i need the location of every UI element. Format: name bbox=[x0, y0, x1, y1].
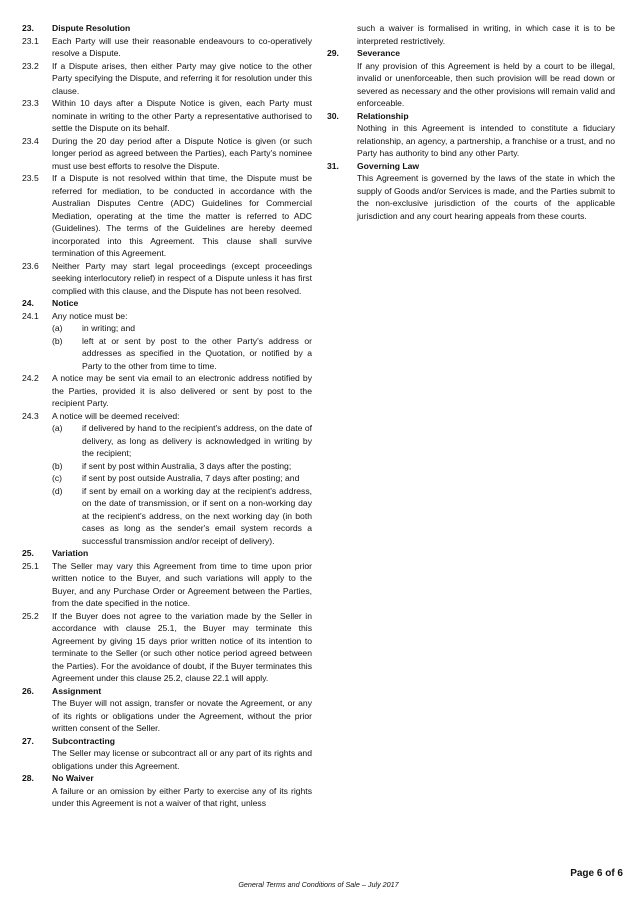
clause-text: The Seller may vary this Agreement from time to time upon prior written notice to the Buyer, and such variations will apply to the Buyer, and any Purchase Order or Agreement between the Parties, from the date specified in the notice. bbox=[52, 560, 312, 608]
clause-number bbox=[327, 60, 357, 110]
clause-body bbox=[52, 772, 312, 785]
left-column bbox=[22, 22, 312, 810]
clause-number: 25.1 bbox=[22, 560, 39, 571]
clause-heading bbox=[22, 735, 312, 748]
clause-number bbox=[22, 747, 52, 772]
clause-number: 24. bbox=[22, 298, 34, 308]
clause-body bbox=[357, 160, 615, 173]
clause-number: 27. bbox=[22, 735, 34, 746]
clause-item bbox=[22, 785, 312, 810]
clause-item bbox=[22, 697, 312, 735]
clause-number: 24.3 bbox=[22, 410, 39, 421]
sub-clause-label: (b) bbox=[52, 460, 63, 471]
sub-clause bbox=[52, 422, 312, 460]
clause-title: Assignment bbox=[52, 685, 102, 696]
clause-number: 23. bbox=[22, 23, 34, 33]
sub-clause bbox=[52, 472, 312, 485]
sub-clause-text: in writing; and bbox=[82, 323, 136, 333]
clause-text: Neither Party may start legal proceedings (except proceedings seeking interlocutory relief) in respect of a Dispute unless it has first complied with this clause, and the Dispute has not been resolved. bbox=[52, 260, 312, 296]
clause-number: 25. bbox=[22, 548, 34, 558]
clause-item bbox=[22, 560, 312, 610]
clause-text: A notice may be sent via email to an electronic address notified by the Parties, provided it is also delivered or sent by post to the recipient Party. bbox=[52, 373, 312, 408]
sub-clause-label: (c) bbox=[52, 473, 63, 483]
clause-body bbox=[357, 172, 615, 222]
clause-heading bbox=[22, 685, 312, 698]
sub-clause-text: if sent by post outside Australia, 7 days after posting; and bbox=[82, 473, 300, 483]
sub-clause-label: (a) bbox=[52, 323, 63, 333]
clause-text: Nothing in this Agreement is intended to constitute a fiduciary relationship, an agency, a partnership, a franchise or a trust, and no Party has authority to bind any other Party. bbox=[357, 123, 615, 158]
clause-body bbox=[52, 135, 312, 173]
clause-item bbox=[22, 610, 312, 685]
clause-item bbox=[22, 172, 312, 260]
clause-item bbox=[22, 372, 312, 410]
clause-title: Dispute Resolution bbox=[52, 23, 131, 33]
right-column bbox=[327, 22, 615, 222]
clause-number: 29. bbox=[327, 48, 339, 58]
clause-body bbox=[52, 60, 312, 98]
clause-item bbox=[22, 410, 312, 548]
clause-text: This Agreement is governed by the laws of the state in which the supply of Goods and/or Services is made, and the Parties submit to the non-exclusive jurisdiction of the courts of the applicable jurisdiction and any court hearing appeals from these courts. bbox=[357, 173, 615, 221]
clause-body bbox=[52, 297, 312, 310]
clause-body bbox=[52, 560, 312, 610]
clause-number: 26. bbox=[22, 685, 34, 696]
clause-number: 30. bbox=[327, 110, 339, 121]
sub-clause bbox=[52, 485, 312, 548]
clause-number: 25.2 bbox=[22, 610, 39, 621]
clause-item bbox=[327, 122, 615, 160]
clause-title: Governing Law bbox=[357, 160, 420, 171]
clause-number: 23.1 bbox=[22, 35, 39, 46]
clause-number: 28. bbox=[22, 773, 34, 783]
clause-body bbox=[52, 35, 312, 60]
clause-text: Each Party will use their reasonable endeavours to co-operatively resolve a Dispute. bbox=[52, 35, 312, 58]
sub-clause-text: left at or sent by post to the other Party's address or addresses as specified in the Quotation, or notified by a Party to the other from time to time. bbox=[82, 335, 312, 371]
clause-body bbox=[52, 547, 312, 560]
clause-body bbox=[357, 60, 615, 110]
clause-text: such a waiver is formalised in writing, in which case it is to be interpreted restrictively. bbox=[357, 23, 615, 46]
clause-number: 24.1 bbox=[22, 310, 39, 321]
clause-body bbox=[52, 685, 312, 698]
clause-heading bbox=[22, 297, 312, 310]
clause-item bbox=[22, 260, 312, 298]
clause-text: If any provision of this Agreement is held by a court to be illegal, invalid or unenforceable, then such provision will be read down or severed as necessary and the other provisions will remain valid and enforceable. bbox=[357, 60, 615, 108]
clause-item bbox=[327, 172, 615, 222]
clause-text: If a Dispute arises, then either Party may give notice to the other Party specifying the Dispute, and referring it for resolution under this clause. bbox=[52, 60, 312, 96]
clause-body bbox=[357, 22, 615, 47]
footer: General Terms and Conditions of Sale – July 2017 bbox=[238, 880, 399, 889]
clause-text: During the 20 day period after a Dispute Notice is given (or such longer period as agreed between the Parties), each Party's nominee must use best efforts to resolve the Dispute. bbox=[52, 135, 312, 171]
clause-number: 23.3 bbox=[22, 98, 39, 108]
clause-heading bbox=[22, 22, 312, 35]
clause-item bbox=[22, 747, 312, 772]
clause-number bbox=[22, 785, 52, 810]
clause-title: Relationship bbox=[357, 110, 409, 121]
clause-body bbox=[357, 110, 615, 123]
clause-number: 23.6 bbox=[22, 260, 39, 271]
sub-clause-text: if sent by email on a working day at the recipient's address, on the date of transmission, or if sent on a non-working day at the recipient's address, on the next working day (in both cases as long as the sender's email system records a successful transmission and/or receipt of delivery). bbox=[82, 485, 312, 546]
clause-number bbox=[22, 697, 52, 735]
clause-heading bbox=[327, 160, 615, 173]
clause-body bbox=[357, 47, 615, 60]
clause-text: The Buyer will not assign, transfer or novate the Agreement, or any of its rights or obligations under the Agreement, without the prior written consent of the Seller. bbox=[52, 698, 312, 733]
clause-heading bbox=[22, 772, 312, 785]
sub-clause-text: if delivered by hand to the recipient's address, on the date of delivery, as long as delivery is acknowledged in writing by the recipient; bbox=[82, 423, 312, 458]
clause-number: 31. bbox=[327, 160, 339, 171]
clause-body bbox=[52, 410, 312, 548]
clause-item bbox=[327, 22, 615, 47]
clause-body bbox=[52, 260, 312, 298]
sub-clause bbox=[52, 322, 312, 335]
clause-body bbox=[52, 97, 312, 135]
clause-heading bbox=[327, 47, 615, 60]
sub-clause bbox=[52, 460, 312, 473]
clause-title: Variation bbox=[52, 548, 89, 558]
clause-item bbox=[22, 135, 312, 173]
clause-text: A failure or an omission by either Party to exercise any of its rights under this Agreement is not a waiver of that right, unless bbox=[52, 785, 312, 808]
sub-clause-label: (b) bbox=[52, 335, 63, 346]
clause-text: Within 10 days after a Dispute Notice is given, each Party must nominate in writing to the other Party a representative authorised to settle the Dispute on its behalf. bbox=[52, 98, 312, 133]
sub-clause-label: (d) bbox=[52, 485, 63, 496]
clause-text: A notice will be deemed received: bbox=[52, 410, 180, 421]
clause-body bbox=[52, 22, 312, 35]
clause-number: 23.2 bbox=[22, 60, 39, 71]
clause-heading bbox=[327, 110, 615, 123]
clause-body bbox=[52, 785, 312, 810]
clause-body bbox=[52, 372, 312, 410]
clause-number: 23.4 bbox=[22, 135, 39, 146]
clause-title: Subcontracting bbox=[52, 735, 116, 746]
clause-body bbox=[52, 310, 312, 373]
clause-title: Notice bbox=[52, 298, 79, 308]
sub-clause bbox=[52, 335, 312, 373]
clause-item bbox=[22, 35, 312, 60]
clause-title: No Waiver bbox=[52, 773, 94, 783]
clause-heading bbox=[22, 547, 312, 560]
clause-body bbox=[52, 747, 312, 772]
clause-title: Severance bbox=[357, 48, 401, 58]
clause-number: 24.2 bbox=[22, 373, 39, 383]
clause-number bbox=[327, 122, 357, 160]
clause-body bbox=[52, 172, 312, 260]
clause-text: Any notice must be: bbox=[52, 310, 128, 321]
clause-number bbox=[327, 172, 357, 222]
clause-item bbox=[22, 60, 312, 98]
clause-item bbox=[22, 97, 312, 135]
sub-clause-text: if sent by post within Australia, 3 days after the posting; bbox=[82, 460, 292, 471]
clause-text: If the Buyer does not agree to the variation made by the Seller in accordance with clause 25.1, the Buyer may terminate this Agreement by giving 15 days prior written notice of its intention to terminate to the Seller (or such other notice period agreed between the Parties). For the avoidance of doubt, if the Buyer terminates this Agreement under this clause 25.2, clause 22.1 will apply. bbox=[52, 610, 312, 683]
sub-clause-label: (a) bbox=[52, 423, 63, 433]
clause-item bbox=[22, 310, 312, 373]
clause-number bbox=[327, 22, 357, 47]
clause-number: 23.5 bbox=[22, 173, 39, 183]
clause-body bbox=[52, 610, 312, 685]
clause-body bbox=[357, 122, 615, 160]
clause-body bbox=[52, 697, 312, 735]
clause-item bbox=[327, 60, 615, 110]
clause-text: If a Dispute is not resolved within that time, the Dispute must be referred for mediation, to be conducted in accordance with the Australian Disputes Centre (ADC) Guidelines for Commercial Mediation, operating at the time the matter is referred to ADC (Guidelines). The terms of the Guidelines are hereby deemed incorporated into this Agreement. This clause shall survive termination of this Agreement. bbox=[52, 173, 312, 258]
page-number: Page 6 of 6 bbox=[570, 868, 623, 879]
clause-text: The Seller may license or subcontract all or any part of its rights and obligations under this Agreement. bbox=[52, 748, 312, 771]
clause-body bbox=[52, 735, 312, 748]
